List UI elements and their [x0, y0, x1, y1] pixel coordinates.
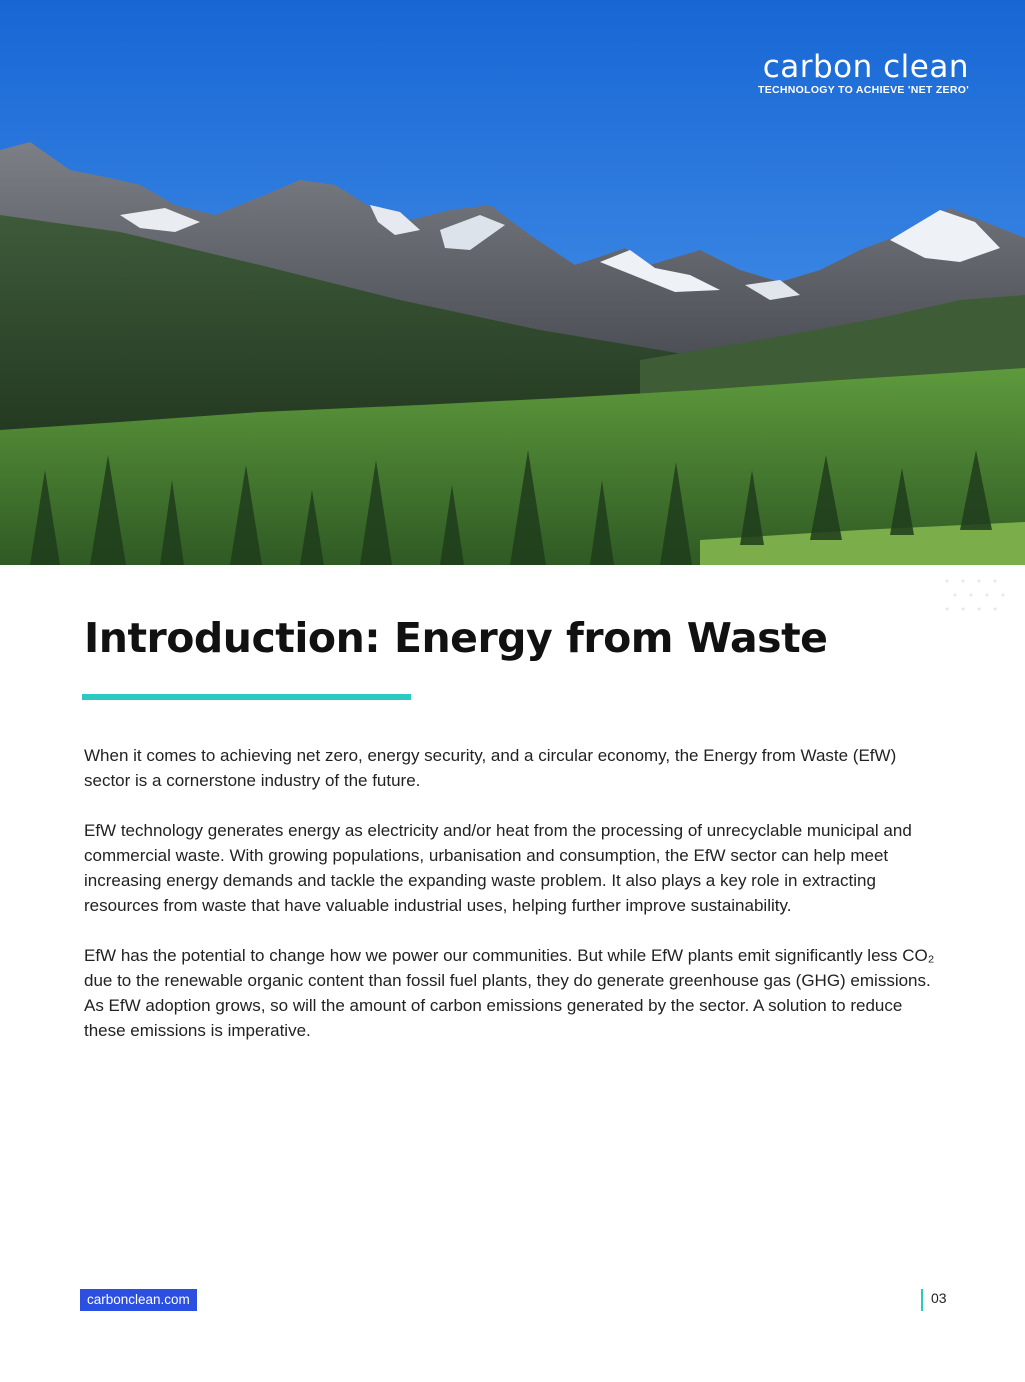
page-number: 03 [931, 1290, 947, 1306]
title-underline [82, 694, 411, 700]
brand-tagline: TECHNOLOGY TO ACHIEVE 'NET ZERO' [757, 84, 969, 96]
page-number-marker [921, 1289, 923, 1311]
paragraph-technology: EfW technology generates energy as electricity and/or heat from the processing of unrecyclable municipal and commercial waste. With growing populations, urbanisation and consumption, the EfW sector can help meet increasing energy demands and tackle the expanding waste problem. It also plays a key role in extracting resources from waste that have valuable industrial uses, helping further improve sustainability. [84, 821, 912, 915]
website-link[interactable]: carbonclean.com [80, 1289, 197, 1311]
paragraph-emissions: EfW has the potential to change how we power our communities. But while EfW plants emit significantly less CO₂ due to the renewable organic content than fossil fuel plants, they do generate greenhouse gas (GHG) emissions. As EfW adoption grows, so will the amount of carbon emissions generated by the sector. A solution to reduce these emissions is imperative. [84, 946, 935, 1040]
paragraph-intro: When it comes to achieving net zero, energy security, and a circular economy, the Energy from Waste (EfW) sector is a cornerstone industry of the future. [84, 746, 897, 790]
brand-logo [758, 50, 969, 96]
body-text [84, 743, 946, 1068]
decorative-dots [941, 575, 1011, 615]
page-title: Introduction: Energy from Waste [84, 614, 828, 662]
hero-image [0, 0, 1025, 565]
brand-name: carbon clean [762, 49, 969, 85]
